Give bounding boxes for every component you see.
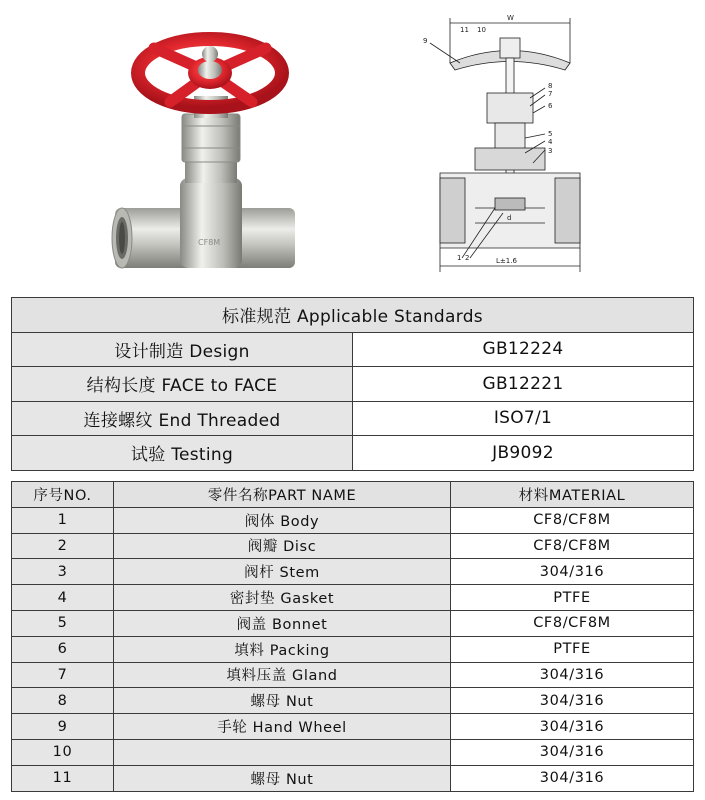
callout-5: 5	[548, 130, 553, 138]
callout-9: 9	[423, 37, 428, 45]
part-no: 5	[12, 610, 114, 636]
part-name	[114, 739, 451, 765]
standards-row	[12, 367, 694, 402]
table-row	[12, 662, 694, 688]
part-material: CF8/CF8M	[451, 610, 694, 636]
table-row	[12, 739, 694, 765]
parts-header-row	[12, 482, 694, 508]
part-material: 304/316	[451, 688, 694, 714]
part-no: 9	[12, 714, 114, 740]
part-material: CF8/CF8M	[451, 507, 694, 533]
header-no: 序号NO.	[12, 482, 114, 508]
table-row	[12, 507, 694, 533]
part-name: 填料 Packing	[114, 636, 451, 662]
part-name: 阀盖 Bonnet	[114, 610, 451, 636]
standards-title: 标准规范 Applicable Standards	[12, 298, 694, 333]
part-material: PTFE	[451, 585, 694, 611]
table-row	[12, 559, 694, 585]
callout-3: 3	[548, 147, 553, 155]
table-row	[12, 688, 694, 714]
part-name: 密封垫 Gasket	[114, 585, 451, 611]
part-no: 6	[12, 636, 114, 662]
part-no: 4	[12, 585, 114, 611]
part-material: CF8/CF8M	[451, 533, 694, 559]
table-row	[12, 533, 694, 559]
part-material: 304/316	[451, 765, 694, 791]
valve-product-photo	[110, 18, 300, 283]
table-row	[12, 585, 694, 611]
part-no: 10	[12, 739, 114, 765]
dim-w: W	[507, 14, 514, 22]
standards-label: 结构长度 FACE to FACE	[12, 367, 353, 402]
part-material: 304/316	[451, 662, 694, 688]
callout-10: 10	[477, 26, 486, 34]
part-name: 阀瓣 Disc	[114, 533, 451, 559]
header-part-name: 零件名称PART NAME	[114, 482, 451, 508]
standards-label: 试验 Testing	[12, 436, 353, 471]
part-name: 阀杆 Stem	[114, 559, 451, 585]
standards-row	[12, 332, 694, 367]
part-no: 1	[12, 507, 114, 533]
standards-label: 设计制造 Design	[12, 332, 353, 367]
callout-1: 1	[457, 254, 462, 262]
part-no: 7	[12, 662, 114, 688]
standards-value: GB12221	[353, 367, 694, 402]
part-name: 手轮 Hand Wheel	[114, 714, 451, 740]
callout-4: 4	[548, 138, 553, 146]
callout-2: 2	[465, 254, 470, 262]
standards-table	[11, 297, 694, 471]
part-material: 304/316	[451, 739, 694, 765]
part-no: 2	[12, 533, 114, 559]
callout-8: 8	[548, 82, 553, 90]
callout-7: 7	[548, 90, 553, 98]
table-row	[12, 765, 694, 791]
table-row	[12, 714, 694, 740]
part-name: 填料压盖 Gland	[114, 662, 451, 688]
cast-mark: CF8M	[198, 238, 221, 247]
part-no: 11	[12, 765, 114, 791]
part-name: 阀体 Body	[114, 507, 451, 533]
standards-label: 连接螺纹 End Threaded	[12, 401, 353, 436]
dim-d: d	[507, 214, 512, 222]
part-material: 304/316	[451, 714, 694, 740]
standards-value: ISO7/1	[353, 401, 694, 436]
standards-value: JB9092	[353, 436, 694, 471]
valve-section-drawing	[415, 8, 605, 280]
standards-row	[12, 436, 694, 471]
header-material: 材料MATERIAL	[451, 482, 694, 508]
standards-row	[12, 401, 694, 436]
part-material: PTFE	[451, 636, 694, 662]
part-material: 304/316	[451, 559, 694, 585]
parts-table	[11, 481, 694, 792]
part-name: 螺母 Nut	[114, 688, 451, 714]
callout-6: 6	[548, 102, 553, 110]
part-no: 8	[12, 688, 114, 714]
part-no: 3	[12, 559, 114, 585]
table-row	[12, 636, 694, 662]
dim-l: L±1.6	[496, 257, 517, 265]
part-name: 螺母 Nut	[114, 765, 451, 791]
standards-value: GB12224	[353, 332, 694, 367]
callout-11: 11	[460, 26, 469, 34]
table-row	[12, 610, 694, 636]
